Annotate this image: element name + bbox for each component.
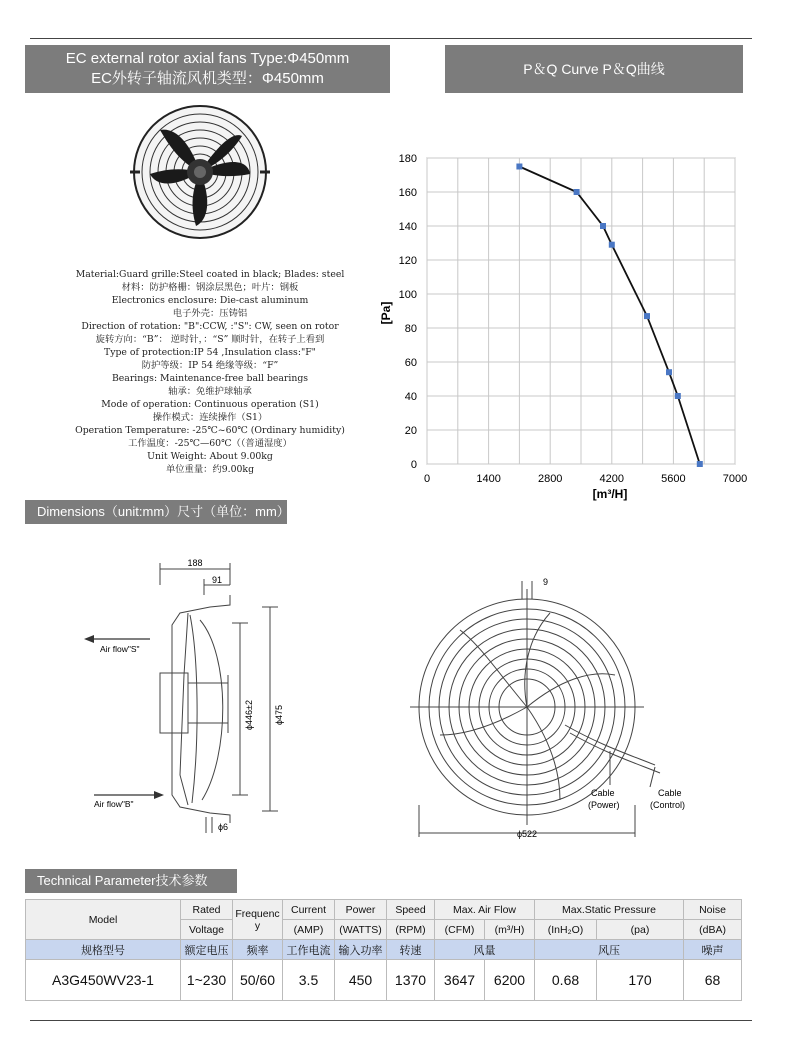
hdr-voltage-2: Voltage (181, 920, 233, 940)
data-point (697, 461, 703, 467)
data-point (574, 189, 580, 195)
x-tick-label: 7000 (722, 473, 748, 485)
fan-front-view-drawing (400, 575, 700, 845)
y-tick-label: 160 (398, 187, 417, 199)
spec-line: 材料：防护格栅：钢涂层黑色；叶片：钢板 (121, 282, 299, 293)
cable-power-sub: (Power) (588, 800, 620, 810)
dim-446: ϕ446±2 (244, 699, 254, 731)
dim-91: 91 (211, 575, 223, 585)
technical-banner (25, 869, 237, 893)
val-voltage: 1~230 (181, 960, 233, 1001)
spec-line: 防护等级：IP 54 绝缘等级：“F” (141, 360, 279, 371)
top-rule (30, 38, 752, 39)
dim-188: 188 (187, 558, 203, 568)
y-tick-label: 80 (404, 323, 417, 335)
pq-curve-chart (370, 148, 770, 508)
y-tick-label: 20 (404, 425, 417, 437)
y-tick-label: 100 (398, 289, 417, 301)
spec-line: Electronics enclosure: Die-cast aluminum (111, 295, 309, 306)
bottom-rule (30, 1020, 752, 1021)
val-model: A3G450WV23-1 (26, 960, 181, 1001)
hdr-voltage: Rated (181, 900, 233, 920)
hdr-current: Current (283, 900, 335, 920)
y-tick-label: 60 (404, 357, 417, 369)
y-tick-label: 0 (410, 459, 417, 471)
pq-curve-line (519, 167, 699, 465)
dim-9: 9 (543, 577, 549, 587)
cn-freq: 频率 (233, 940, 283, 960)
spec-line: Mode of operation: Continuous operation (S1) (101, 399, 319, 410)
dim-6: ϕ6 (218, 822, 229, 832)
cn-pressure: 风压 (535, 940, 684, 960)
spec-line: 旋转方向：“B”： 逆时针，：“S” 顺时针，在转子上看到 (95, 334, 325, 345)
spec-line: 单位重量：约9.00kg (165, 464, 255, 475)
y-axis-label: [Pa] (379, 301, 393, 325)
x-axis-label: [m³/H] (592, 487, 628, 501)
cable-power-label: Cable (591, 788, 615, 798)
fan-side-view-drawing (80, 555, 310, 845)
hdr-inh2o: (InH₂O) (535, 920, 597, 940)
val-freq: 50/60 (233, 960, 283, 1001)
data-point (666, 369, 672, 375)
data-point (609, 242, 615, 248)
x-tick-label: 0 (423, 473, 431, 485)
hdr-m3h: (m³/H) (485, 920, 535, 940)
spec-line: Type of protection:IP 54 ,Insulation class:"F" (104, 347, 316, 358)
dim-522: ϕ522 (516, 829, 538, 839)
spec-line: 工作温度：-25℃—60℃（（普通湿度） (128, 438, 292, 449)
table-header-row (26, 900, 742, 920)
hdr-pressure: Max.Static Pressure (535, 900, 684, 920)
data-point (600, 223, 606, 229)
hdr-power: Power (335, 900, 387, 920)
data-point (516, 164, 522, 170)
val-m3h: 6200 (485, 960, 535, 1001)
cn-model: 规格型号 (26, 940, 181, 960)
product-title-banner (25, 45, 390, 93)
val-cfm: 3647 (435, 960, 485, 1001)
dimensions-banner (25, 500, 290, 524)
airflow-s-label: Air flow"S" (100, 644, 140, 654)
table-row (26, 960, 742, 1001)
curve-title: P＆Q Curve P＆Q曲线 (523, 61, 665, 77)
data-point (675, 393, 681, 399)
val-current: 3.5 (283, 960, 335, 1001)
curve-title-banner (445, 45, 743, 93)
specs-list (40, 268, 380, 476)
val-speed: 1370 (387, 960, 435, 1001)
technical-title: Technical Parameter技术参数 (37, 873, 208, 888)
x-tick-label: 4200 (599, 473, 625, 485)
spec-line: Material:Guard grille:Steel coated in black; Blades: steel (75, 269, 345, 280)
cn-noise: 噪声 (684, 940, 742, 960)
hdr-speed-unit: (RPM) (387, 920, 435, 940)
fan-photo (130, 102, 270, 242)
hdr-model: Model (26, 900, 181, 940)
cn-power: 输入功率 (335, 940, 387, 960)
cn-voltage: 额定电压 (181, 940, 233, 960)
spec-line: 操作模式：连续操作（S1） (152, 412, 268, 423)
val-noise: 68 (684, 960, 742, 1001)
title-cn: EC外转子轴流风机类型：Φ450mm (91, 70, 324, 87)
spec-line: Unit Weight: About 9.00kg (147, 451, 273, 462)
table-cn-header-row (26, 940, 742, 960)
hdr-noise: Noise (684, 900, 742, 920)
technical-parameter-table (25, 899, 742, 1001)
hdr-frequency: Frequenc y (233, 900, 283, 940)
airflow-b-label: Air flow"B" (94, 799, 134, 809)
cable-control-sub: (Control) (650, 800, 686, 810)
hdr-pa: (pa) (597, 920, 684, 940)
title-en: EC external rotor axial fans Type:Φ450mm (65, 50, 350, 67)
cn-speed: 转速 (387, 940, 435, 960)
hdr-speed: Speed (387, 900, 435, 920)
hdr-current-unit: (AMP) (283, 920, 335, 940)
x-tick-label: 2800 (537, 473, 563, 485)
hdr-airflow: Max. Air Flow (435, 900, 535, 920)
val-inh2o: 0.68 (535, 960, 597, 1001)
dimensions-title: Dimensions（unit:mm）尺寸（单位：mm） (37, 504, 290, 519)
spec-line: Bearings: Maintenance-free ball bearings (111, 373, 309, 384)
spec-line: Operation Temperature: -25℃~60℃ (Ordinary humidity) (75, 425, 345, 436)
hdr-cfm: (CFM) (435, 920, 485, 940)
dim-475: ϕ475 (274, 704, 284, 726)
y-tick-label: 180 (398, 153, 417, 165)
val-pa: 170 (597, 960, 684, 1001)
val-power: 450 (335, 960, 387, 1001)
hdr-noise-unit: (dBA) (684, 920, 742, 940)
cn-airflow: 风量 (435, 940, 535, 960)
x-tick-label: 1400 (476, 473, 501, 485)
spec-line: 电子外壳：压铸铝 (172, 308, 248, 319)
cn-current: 工作电流 (283, 940, 335, 960)
cable-control-label: Cable (658, 788, 682, 798)
spec-line: Direction of rotation: "B":CCW, :"S": CW, seen on rotor (81, 321, 339, 332)
y-tick-label: 40 (404, 391, 417, 403)
x-tick-label: 5600 (661, 473, 686, 485)
spec-line: 轴承：免维护球轴承 (168, 386, 252, 397)
y-tick-label: 120 (398, 255, 417, 267)
hdr-power-unit: (WATTS) (335, 920, 387, 940)
data-point (644, 313, 650, 319)
y-tick-label: 140 (398, 221, 417, 233)
